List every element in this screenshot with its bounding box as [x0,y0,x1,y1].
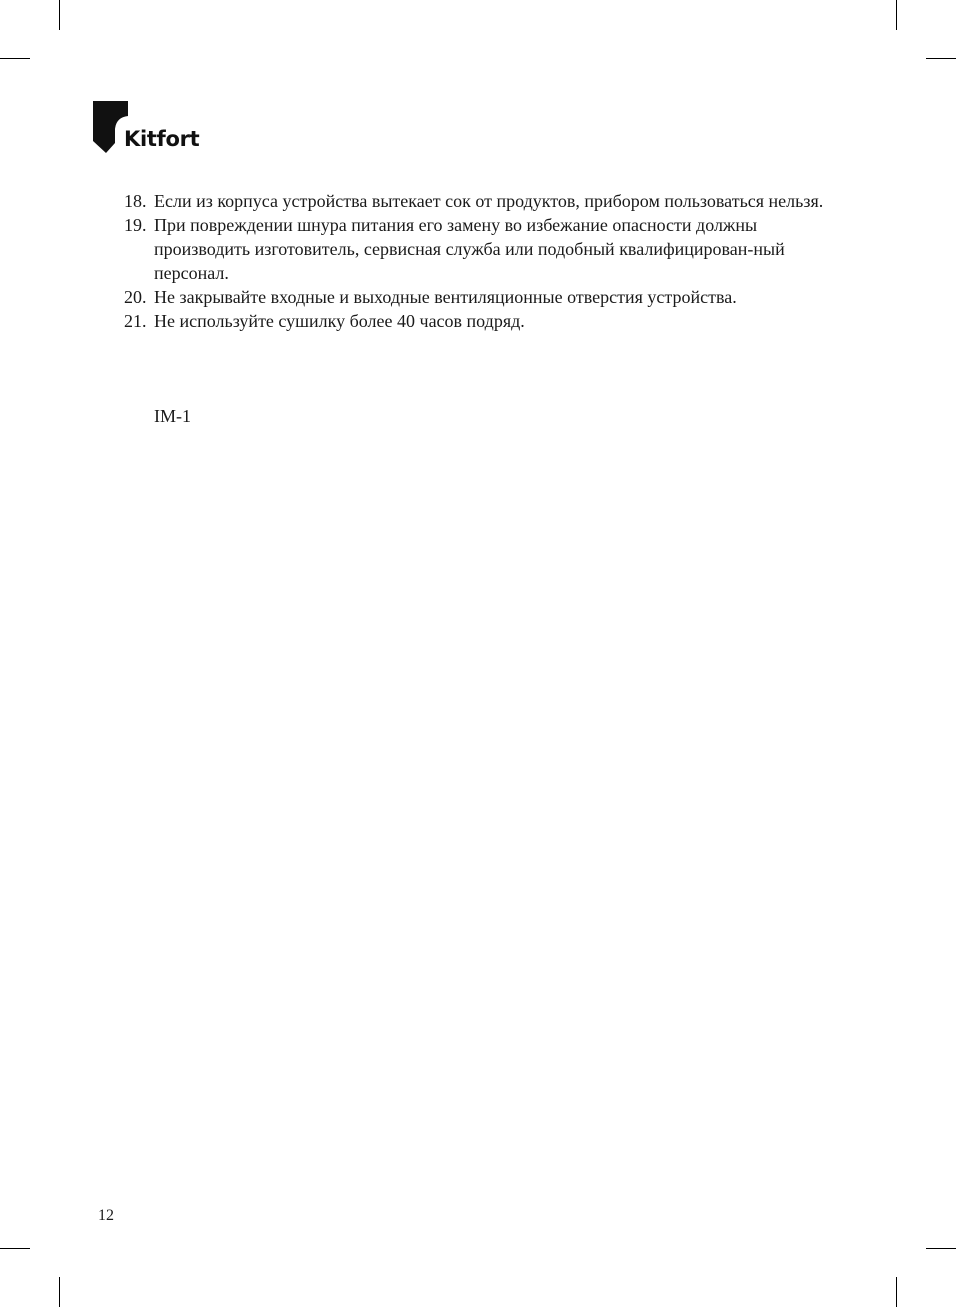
list-item [124,213,834,285]
item-number: 21. [124,311,147,331]
item-text: Не закрывайте входные и выходные вентиляционные отверстия устройства. [154,287,737,307]
document-code: IM-1 [154,406,191,426]
item-number: 20. [124,287,147,307]
crop-mark-bottom-right-vertical [896,1277,897,1307]
item-text: Если из корпуса устройства вытекает сок от продуктов, прибором пользоваться нельзя. [154,191,824,211]
kitfort-logo [92,100,212,156]
crop-mark-top-left-horizontal [0,58,30,59]
page-number: 12 [98,1207,114,1224]
safety-instructions-list [124,189,834,333]
crop-mark-bottom-left-horizontal [0,1248,30,1249]
crop-mark-top-right-horizontal [926,58,956,59]
crop-mark-top-right-vertical [896,0,897,30]
crop-mark-bottom-right-horizontal [926,1248,956,1249]
item-text: При повреждении шнура питания его замену во избежание опасности должны производить изготовитель, сервисная служба или подобный квалифицирован-ный персонал. [154,215,785,283]
crop-mark-top-left-vertical [59,0,60,30]
list-item [124,285,834,309]
list-item [124,309,834,333]
item-text: Не используйте сушилку более 40 часов подряд. [154,311,525,331]
list-item [124,189,834,213]
item-number: 19. [124,215,147,235]
crop-mark-bottom-left-vertical [59,1277,60,1307]
item-number: 18. [124,191,147,211]
brand-name: Kitfort [124,127,200,151]
